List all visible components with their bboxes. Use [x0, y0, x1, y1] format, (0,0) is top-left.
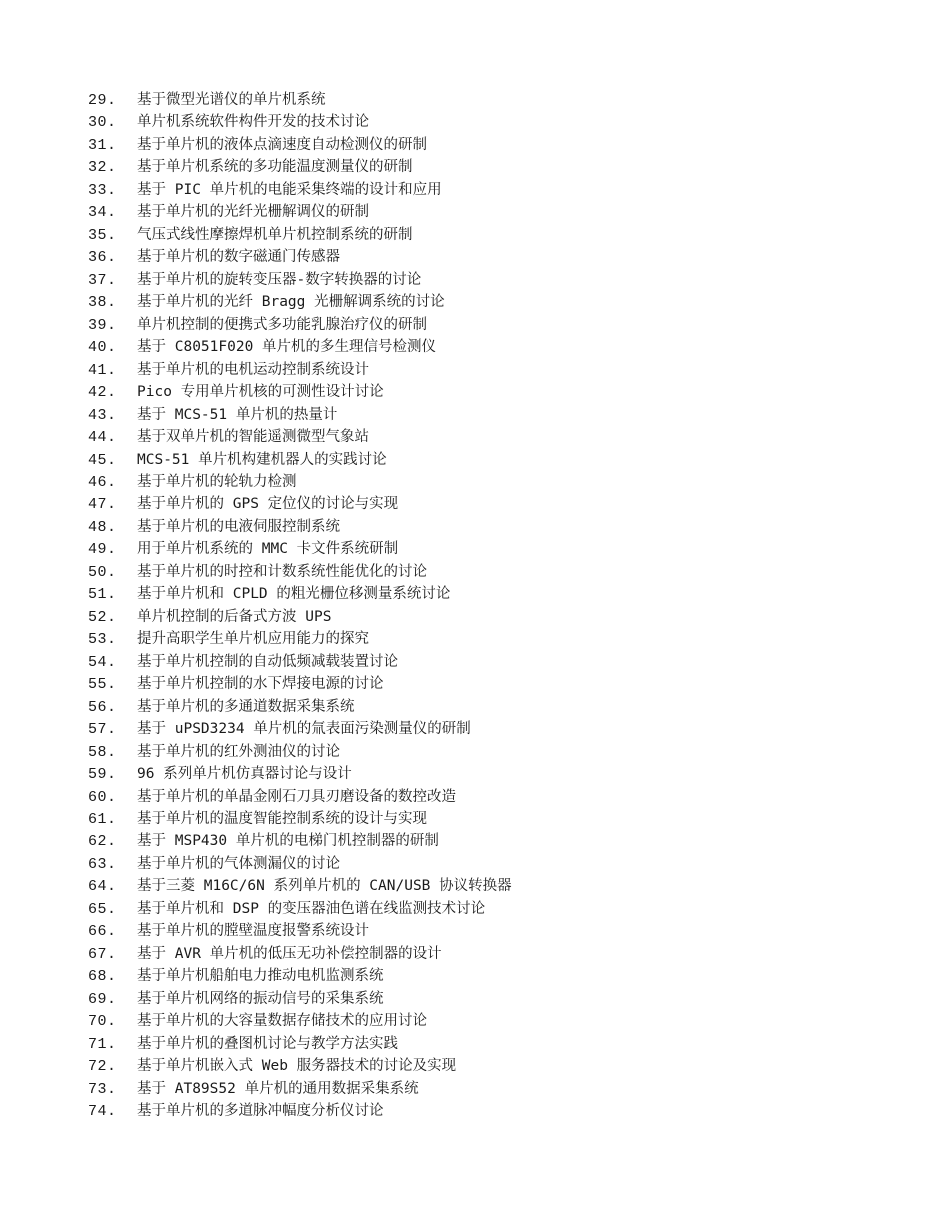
list-item-title: 基于单片机的红外测油仪的讨论	[137, 743, 340, 760]
list-item-title: 基于单片机的时控和计数系统性能优化的讨论	[137, 563, 427, 580]
list-item-number: 72.	[88, 1058, 117, 1076]
list-item-title: 基于单片机的电液伺服控制系统	[137, 518, 340, 535]
list-item-number: 31.	[88, 136, 117, 154]
list-item-number: 52.	[88, 608, 117, 626]
list-item	[88, 314, 512, 336]
list-item-number: 68.	[88, 968, 117, 986]
list-item	[88, 1010, 512, 1032]
list-item-number: 58.	[88, 743, 117, 761]
list-item	[88, 449, 512, 471]
list-item-number: 33.	[88, 181, 117, 199]
list-item	[88, 538, 512, 560]
list-item-title: 基于单片机的温度智能控制系统的设计与实现	[137, 811, 427, 827]
list-item-title: 提升高职学生单片机应用能力的探究	[137, 631, 369, 648]
list-item-title: 基于 MCS-51 单片机的热量计	[137, 406, 338, 423]
list-item-number: 57.	[88, 721, 117, 739]
list-item-number: 59.	[88, 766, 117, 784]
list-item	[88, 943, 512, 965]
list-item	[88, 246, 512, 268]
list-item-title: 基于单片机的膛壁温度报警系统设计	[137, 923, 369, 940]
list-item-title: 基于 uPSD3234 单片机的氚表面污染测量仪的研制	[137, 721, 471, 738]
list-item-number: 50.	[88, 563, 117, 581]
list-item-title: 基于单片机的液体点滴速度自动检测仪的研制	[137, 136, 427, 153]
list-item	[88, 156, 512, 178]
list-item-number: 70.	[88, 1013, 117, 1031]
list-item-number: 41.	[88, 361, 117, 379]
list-item	[88, 651, 512, 673]
list-item	[88, 269, 512, 291]
list-item-number: 55.	[88, 676, 117, 694]
list-item-number: 35.	[88, 226, 117, 244]
list-item-title: 基于单片机的电机运动控制系统设计	[137, 361, 369, 378]
list-item-number: 74.	[88, 1103, 117, 1121]
list-item-title: 基于微型光谱仪的单片机系统	[137, 92, 326, 108]
list-item-number: 30.	[88, 114, 117, 132]
numbered-list	[88, 89, 512, 1123]
list-item-number: 56.	[88, 698, 117, 716]
list-item-number: 48.	[88, 518, 117, 536]
list-item-number: 37.	[88, 271, 117, 289]
list-item-title: 基于 AT89S52 单片机的通用数据采集系统	[137, 1080, 419, 1097]
list-item	[88, 404, 512, 426]
list-item-title: 基于单片机控制的自动低频减载装置讨论	[137, 653, 398, 670]
list-item-title: 基于 MSP430 单片机的电梯门机控制器的研制	[137, 833, 439, 850]
list-item-number: 54.	[88, 653, 117, 671]
list-item-title: 基于单片机嵌入式 Web 服务器技术的讨论及实现	[137, 1058, 457, 1075]
list-item	[88, 808, 512, 830]
list-item-title: 单片机控制的后备式方波 UPS	[137, 608, 332, 625]
list-item	[88, 179, 512, 201]
list-item	[88, 673, 512, 695]
list-item-title: 基于三菱 M16C/6N 系列单片机的 CAN/USB 协议转换器	[137, 878, 512, 895]
list-item	[88, 718, 512, 740]
list-item-number: 44.	[88, 429, 117, 447]
list-item	[88, 1055, 512, 1077]
list-item-number: 42.	[88, 384, 117, 402]
list-item	[88, 134, 512, 156]
list-item	[88, 89, 512, 111]
list-item	[88, 516, 512, 538]
list-item-title: 基于单片机的大容量数据存储技术的应用讨论	[137, 1013, 427, 1030]
list-item-number: 39.	[88, 316, 117, 334]
list-item	[88, 1078, 512, 1100]
list-item-title: 用于单片机系统的 MMC 卡文件系统研制	[137, 541, 399, 558]
list-item-title: 96 系列单片机仿真器讨论与设计	[137, 766, 352, 783]
list-item	[88, 786, 512, 808]
list-item-title: MCS-51 单片机构建机器人的实践讨论	[137, 451, 387, 468]
list-item-title: 基于单片机和 CPLD 的粗光栅位移测量系统讨论	[137, 586, 451, 603]
list-item-number: 38.	[88, 294, 117, 312]
list-item-number: 45.	[88, 451, 117, 469]
list-item	[88, 920, 512, 942]
list-item-title: 基于 AVR 单片机的低压无功补偿控制器的设计	[137, 945, 442, 962]
list-item	[88, 291, 512, 313]
list-item-title: 基于双单片机的智能遥测微型气象站	[137, 429, 369, 446]
list-item	[88, 898, 512, 920]
list-item-number: 34.	[88, 204, 117, 222]
list-item	[88, 988, 512, 1010]
list-item-title: Pico 专用单片机核的可测性设计讨论	[137, 384, 384, 401]
list-item	[88, 875, 512, 897]
list-item-number: 60.	[88, 788, 117, 806]
list-item-number: 67.	[88, 945, 117, 963]
list-item-title: 单片机系统软件构件开发的技术讨论	[137, 114, 369, 131]
list-item-number: 65.	[88, 900, 117, 918]
list-item-title: 基于单片机的单晶金刚石刀具刃磨设备的数控改造	[137, 788, 456, 805]
list-item	[88, 741, 512, 763]
list-item-title: 基于 C8051F020 单片机的多生理信号检测仪	[137, 339, 437, 356]
list-item-number: 63.	[88, 855, 117, 873]
list-item-title: 基于单片机的 GPS 定位仪的讨论与实现	[137, 496, 399, 513]
list-item	[88, 1100, 512, 1122]
list-item-number: 62.	[88, 833, 117, 851]
list-item-title: 气压式线性摩擦焊机单片机控制系统的研制	[137, 226, 413, 243]
list-item	[88, 696, 512, 718]
list-item-number: 32.	[88, 159, 117, 177]
list-item	[88, 561, 512, 583]
list-item-number: 71.	[88, 1035, 117, 1053]
list-item-title: 基于单片机的多道脉冲幅度分析仪讨论	[137, 1103, 384, 1120]
list-item-number: 64.	[88, 878, 117, 896]
list-item-number: 47.	[88, 496, 117, 514]
list-item	[88, 224, 512, 246]
list-item-title: 基于单片机的气体测漏仪的讨论	[137, 855, 340, 872]
list-item	[88, 830, 512, 852]
list-item-title: 单片机控制的便携式多功能乳腺治疗仪的研制	[137, 316, 427, 333]
list-item-number: 73.	[88, 1080, 117, 1098]
list-item-number: 61.	[88, 811, 117, 828]
list-item-title: 基于单片机系统的多功能温度测量仪的研制	[137, 159, 413, 176]
list-item-number: 51.	[88, 586, 117, 604]
list-item	[88, 853, 512, 875]
list-item	[88, 606, 512, 628]
list-item-title: 基于单片机的数字磁通门传感器	[137, 249, 340, 266]
list-item-number: 43.	[88, 406, 117, 424]
list-item	[88, 965, 512, 987]
list-item-title: 基于单片机的多通道数据采集系统	[137, 698, 355, 715]
list-item-title: 基于单片机控制的水下焊接电源的讨论	[137, 676, 384, 693]
list-item	[88, 471, 512, 493]
list-item-title: 基于单片机的旋转变压器-数字转换器的讨论	[137, 271, 422, 288]
list-item-number: 69.	[88, 990, 117, 1008]
list-item	[88, 201, 512, 223]
list-item-number: 40.	[88, 339, 117, 357]
list-item	[88, 336, 512, 358]
list-item-title: 基于单片机的光纤光栅解调仪的研制	[137, 204, 369, 221]
list-item	[88, 583, 512, 605]
list-item-title: 基于单片机网络的振动信号的采集系统	[137, 990, 384, 1007]
list-item	[88, 359, 512, 381]
list-item-number: 29.	[88, 92, 117, 109]
list-item	[88, 763, 512, 785]
list-item-number: 49.	[88, 541, 117, 559]
list-item	[88, 628, 512, 650]
list-item	[88, 493, 512, 515]
list-item-number: 36.	[88, 249, 117, 267]
list-item-title: 基于单片机和 DSP 的变压器油色谱在线监测技术讨论	[137, 900, 486, 917]
list-item-number: 46.	[88, 473, 117, 491]
list-item	[88, 111, 512, 133]
list-item	[88, 426, 512, 448]
list-item-number: 66.	[88, 923, 117, 941]
list-item-title: 基于单片机的叠图机讨论与教学方法实践	[137, 1035, 398, 1052]
list-item-title: 基于 PIC 单片机的电能采集终端的设计和应用	[137, 181, 442, 198]
list-item-title: 基于单片机的光纤 Bragg 光栅解调系统的讨论	[137, 294, 445, 311]
list-item-title: 基于单片机的轮轨力检测	[137, 473, 297, 490]
list-item	[88, 1033, 512, 1055]
list-item-number: 53.	[88, 631, 117, 649]
list-item-title: 基于单片机船舶电力推动电机监测系统	[137, 968, 384, 985]
list-item	[88, 381, 512, 403]
